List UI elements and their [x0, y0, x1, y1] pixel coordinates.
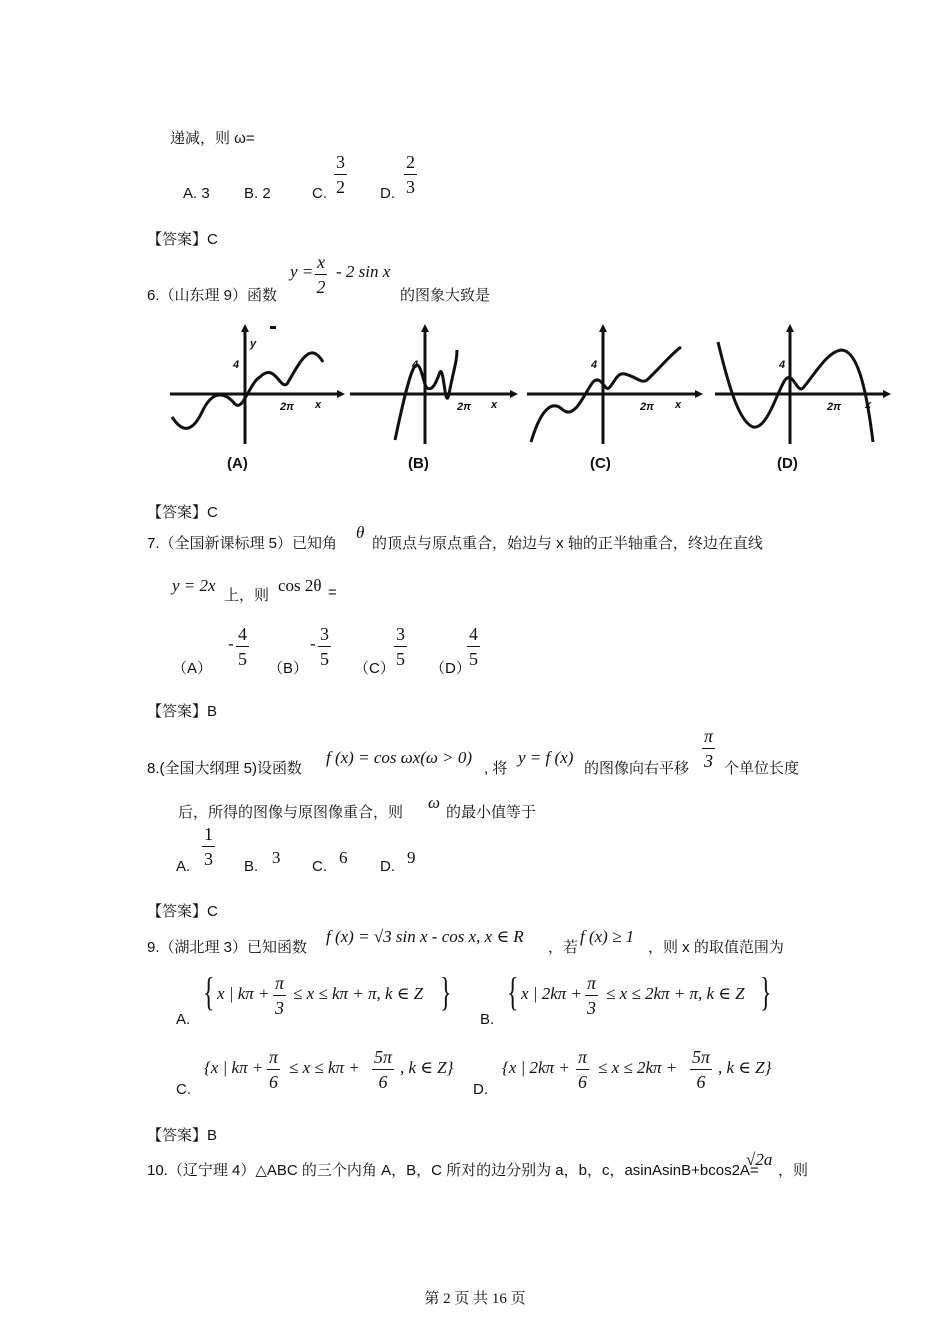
graph-d-2pi: 2π — [827, 401, 841, 413]
q7-answer: 【答案】B — [147, 703, 218, 720]
q8-option-d: D. — [380, 858, 395, 875]
graph-d-x-label: x — [865, 399, 872, 411]
q9-b-right: ≤ x ≤ 2kπ + π, k ∈ Z — [606, 984, 745, 1003]
q8-option-c: C. — [312, 858, 327, 875]
q9-b-frac: π 3 — [587, 973, 597, 1018]
q8-suffix: 个单位长度 — [724, 760, 800, 777]
q8-mid: , 将 — [484, 760, 508, 777]
q6-prefix: 6.（山东理 9）函数 — [147, 287, 278, 304]
q10-text: 10.（辽宁理 4）△ABC 的三个内角 A，B，C 所对的边分别为 a，b，c，asinAsinB+bcos2A= — [147, 1162, 759, 1179]
q9-c-left: {x | kπ + — [204, 1058, 264, 1077]
q7-frac-b: 3 5 — [320, 624, 329, 669]
q5-option-a: A. 3 — [183, 185, 210, 202]
q6-formula-lhs: y = — [290, 262, 314, 281]
graph-c-caption: (C) — [590, 455, 611, 472]
graph-c-x-label: x — [675, 399, 682, 411]
q7-frac-a: 4 5 — [238, 624, 247, 669]
q6-frac: x 2 — [316, 252, 326, 297]
graph-a-x-label: x — [315, 399, 322, 411]
q7-option-c: （C） — [354, 660, 395, 677]
q9-label-d: D. — [473, 1081, 488, 1098]
q9-cond: f (x) ≥ 1 — [580, 927, 635, 946]
q7-eqsign: = — [328, 584, 337, 601]
graph-d-curve — [718, 342, 873, 442]
q8-val-d: 9 — [407, 848, 416, 867]
q8-g: y = f (x) — [518, 748, 574, 767]
q5-option-d: D. — [380, 185, 395, 202]
graph-a-caption: (A) — [227, 455, 248, 472]
q9-b-left: x | 2kπ + — [521, 984, 583, 1003]
q5-option-b: B. 2 — [244, 185, 271, 202]
q6-formula-rhs: - 2 sin x — [336, 262, 391, 281]
q7-prefix: 7.（全国新课标理 5）已知角 — [147, 535, 338, 552]
graph-d-caption: (D) — [777, 455, 798, 472]
q9-c-right: , k ∈ Z} — [400, 1058, 454, 1077]
q8-prefix: 8.(全国大纲理 5)设函数 — [147, 760, 303, 777]
q8-val-c: 6 — [339, 848, 348, 867]
graph-a-2pi: 2π — [280, 401, 294, 413]
graph-a-curve — [172, 353, 323, 428]
q8-frac: π 3 — [704, 726, 714, 771]
q9-a-right: ≤ x ≤ kπ + π, k ∈ Z — [293, 984, 424, 1003]
q8-val-b: 3 — [272, 848, 281, 867]
graph-c-four: 4 — [591, 359, 598, 371]
q5-option-c: C. — [312, 185, 327, 202]
q7-option-d: （D） — [430, 660, 471, 677]
q8-mid2: 的图像向右平移 — [584, 760, 690, 777]
q9-c-frac2: 5π 6 — [374, 1047, 393, 1092]
q9-label-b: B. — [480, 1011, 495, 1028]
q8-option-b: B. — [244, 858, 259, 875]
q9-f: f (x) = √3 sin x - cos x, x ∈ R — [326, 927, 524, 946]
q9-c-frac1: π 6 — [269, 1047, 279, 1092]
q5-frac-c: 3 2 — [336, 152, 345, 197]
graph-a-y-label: y — [250, 338, 257, 350]
q10-sqrt: √2a — [746, 1150, 773, 1169]
q9-d-frac2: 5π 6 — [692, 1047, 711, 1092]
q6-suffix: 的图象大致是 — [400, 287, 491, 304]
graph-c-2pi: 2π — [640, 401, 654, 413]
q8-frac-a: 1 3 — [204, 824, 213, 869]
q8-line2a: 后，所得的图像与原图像重合，则 — [178, 804, 404, 821]
q9-d-left: {x | 2kπ + — [502, 1058, 570, 1077]
q7-frac-c: 3 5 — [396, 624, 405, 669]
graph-b-four: 4 — [412, 359, 419, 371]
graph-b-caption: (B) — [408, 455, 429, 472]
q9-d-right: , k ∈ Z} — [718, 1058, 772, 1077]
q7-minus-b: - — [310, 634, 316, 653]
q8-option-a: A. — [176, 858, 191, 875]
q9-label-a: A. — [176, 1011, 191, 1028]
q10-suffix: ，则 — [778, 1162, 809, 1179]
q9-a-left: x | kπ + — [217, 984, 270, 1003]
q8-omega: ω — [428, 793, 441, 812]
q6-answer: 【答案】C — [147, 504, 218, 521]
q7-frac-d: 4 5 — [469, 624, 478, 669]
q9-prefix: 9.（湖北理 3）已知函数 — [147, 939, 308, 956]
q9-suffix: ，则 x 的取值范围为 — [648, 939, 784, 956]
q7-eq: y = 2x — [172, 576, 216, 595]
q5-frac-d: 2 3 — [406, 152, 415, 197]
q7-mid: 上，则 — [224, 587, 270, 604]
q9-answer: 【答案】B — [147, 1127, 218, 1144]
q8-line2b: 的最小值等于 — [446, 804, 537, 821]
q9-d-frac1: π 6 — [578, 1047, 588, 1092]
graph-a-four: 4 — [233, 359, 240, 371]
q9-label-c: C. — [176, 1081, 191, 1098]
q7-minus-a: - — [228, 634, 234, 653]
q8-f: f (x) = cos ωx(ω > 0) — [326, 748, 473, 767]
q5-tail: 递减，则 ω= — [170, 130, 255, 147]
q7-option-b: （B） — [268, 660, 309, 677]
graph-d-four: 4 — [779, 359, 786, 371]
q9-d-mid: ≤ x ≤ 2kπ + — [598, 1058, 678, 1077]
page-footer: 第 2 页 共 16 页 — [424, 1291, 526, 1307]
q9-c-mid: ≤ x ≤ kπ + — [289, 1058, 360, 1077]
graph-b-2pi: 2π — [457, 401, 471, 413]
q5-answer: 【答案】C — [147, 231, 218, 248]
graph-b-x-label: x — [491, 399, 498, 411]
q9-a-frac: π 3 — [275, 973, 285, 1018]
q6-graphs — [165, 322, 895, 472]
q7-theta: θ — [356, 523, 365, 542]
q7-option-a: （A） — [172, 660, 213, 677]
q9-mid: ，若 — [548, 939, 579, 956]
q7-cos: cos 2θ — [278, 576, 322, 595]
q7-line1: 的顶点与原点重合，始边与 x 轴的正半轴重合，终边在直线 — [372, 535, 763, 552]
q8-answer: 【答案】C — [147, 903, 218, 920]
